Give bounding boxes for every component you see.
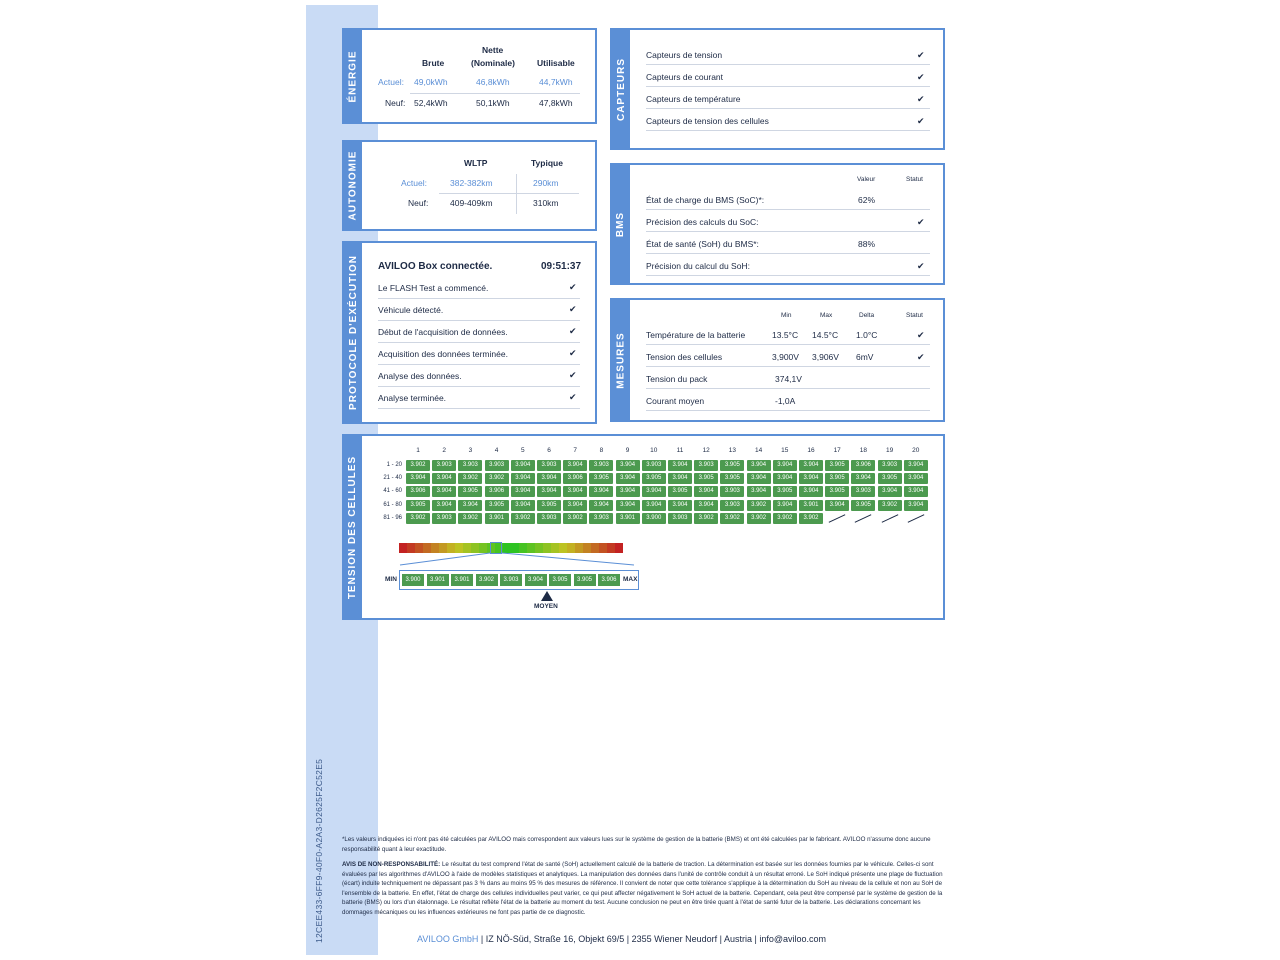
- cell-voltage: 3.904: [747, 460, 771, 471]
- check-icon: ✔: [569, 348, 577, 358]
- row-actuel: Actuel:: [378, 77, 404, 87]
- mesure-max: 3,906V: [812, 352, 839, 362]
- cell-voltage: 3.904: [589, 486, 613, 497]
- footer-contact: [417, 934, 826, 944]
- column-header: 19: [885, 447, 894, 454]
- check-icon: ✔: [917, 330, 925, 340]
- neuf-brute: 52,4kWh: [414, 98, 448, 108]
- divider: [646, 108, 930, 109]
- divider: [646, 231, 930, 232]
- cell-voltage: 3.904: [563, 500, 587, 511]
- cell-voltage: 3.905: [825, 486, 849, 497]
- cellules-tab: TENSION DES CELLULES: [344, 436, 362, 618]
- cell-voltage: 3.904: [773, 460, 797, 471]
- check-icon: ✔: [569, 282, 577, 292]
- cell-voltage: 3.904: [616, 500, 640, 511]
- scale-value: 3.901: [427, 574, 449, 586]
- protocole-step: Le FLASH Test a commencé.: [378, 283, 489, 293]
- cell-voltage: 3.905: [406, 500, 430, 511]
- mesures-tab: MESURES: [612, 300, 630, 420]
- col-brute: Brute: [422, 58, 445, 68]
- cell-voltage: 3.902: [878, 500, 902, 511]
- cell-voltage: 3.905: [825, 473, 849, 484]
- neuf-nette: 50,1kWh: [476, 98, 510, 108]
- mesure-min: -1,0A: [775, 396, 796, 406]
- cell-voltage: 3.902: [773, 513, 797, 524]
- disclaimer-text: Le résultat du test comprend l'état de santé (SoH) actuellement calculé de la batterie de traction. La détermination est basée sur les données fournies par le véhicule. Celles-ci sont évaluées par les algorithmes d'AVILOO à l'aide de modèles statistiques et analytiques. La manipulation des données dans l'unité de contrôle conduit à un résultat erroné. Le SoH indiqué présente une plage de fluctuation (écart) induite techniquement ne dépassant pas 3 % dans au moins 95 % des mesures de référence. Il convient de noter que cette tolérance s'applique à la détermination du SoH au niveau de la cellule et non au SoH de l'ensemble de la batterie. En effet, l'état de charge des cellules individuelles peut varier, ce qui peut affecter négativement le SoH actuel de la batterie. Cependant, cela peut être compensé par le système de gestion de la batterie (BMS) ou lors d'un étalonnage. Le résultat reflète l'état de la batterie au moment du test. Aucune conclusion ne peut en être tirée quant à l'état de santé futur de la batterie. Les déclarations concernant les dommages mécaniques ou les influences extérieures ne font pas partie de ce diagnostic.: [342, 861, 943, 916]
- column-header: 10: [650, 447, 658, 454]
- cell-voltage: 3.904: [799, 473, 823, 484]
- cell-voltage: 3.903: [668, 513, 692, 524]
- cell-voltage: 3.905: [694, 473, 718, 484]
- cell-voltage: 3.905: [773, 486, 797, 497]
- mesure-label: Température de la batterie: [646, 330, 746, 340]
- check-icon: ✔: [917, 50, 925, 60]
- cell-voltage: 3.903: [485, 460, 509, 471]
- check-icon: ✔: [917, 352, 925, 362]
- document-id: 12CEE433-6FF9-40F0-A2A3-D2625F2C52E5: [314, 758, 324, 943]
- row-label: 1 - 20: [386, 462, 402, 468]
- cell-voltage: 3.904: [799, 486, 823, 497]
- cell-voltage: 3.904: [904, 500, 928, 511]
- cell-voltage: 3.904: [537, 486, 561, 497]
- actuel-nette: 46,8kWh: [476, 77, 510, 87]
- cellules-card: [342, 434, 945, 620]
- cell-voltage: 3.906: [851, 460, 875, 471]
- actuel-brute: 49,0kWh: [414, 77, 448, 87]
- cell-voltage: 3.904: [511, 473, 535, 484]
- row-actuel: Actuel:: [401, 178, 427, 188]
- moyen-marker: [541, 591, 553, 601]
- column-header: 16: [807, 447, 815, 454]
- column-header: 15: [781, 447, 789, 454]
- cell-voltage: 3.902: [799, 513, 823, 524]
- cell-voltage: 3.904: [511, 500, 535, 511]
- cell-voltage: 3.904: [406, 473, 430, 484]
- column-header: 12: [702, 447, 710, 454]
- protocole-step: Début de l'acquisition de données.: [378, 327, 508, 337]
- company-name: AVILOO GmbH: [417, 934, 479, 944]
- cell-voltage: 3.905: [458, 486, 482, 497]
- scale-value: 3.906: [598, 574, 620, 586]
- capteur-item: Capteurs de courant: [646, 72, 724, 82]
- col-statut: Statut: [906, 312, 923, 319]
- cell-voltage: 3.905: [878, 473, 902, 484]
- column-header: 13: [728, 447, 736, 454]
- cell-voltage: 3.900: [642, 513, 666, 524]
- scale-value: 3.902: [476, 574, 498, 586]
- check-icon: ✔: [569, 370, 577, 380]
- max-label: MAX: [623, 576, 638, 583]
- divider: [646, 344, 930, 345]
- min-label: MIN: [385, 576, 397, 583]
- bms-label: État de charge du BMS (SoC)*:: [646, 195, 765, 205]
- empty-cell: [829, 514, 846, 523]
- cell-voltage: 3.904: [878, 486, 902, 497]
- divider: [378, 298, 580, 299]
- cell-voltage: 3.903: [851, 486, 875, 497]
- scale-value: 3.901: [451, 574, 473, 586]
- cell-voltage: 3.903: [537, 513, 561, 524]
- check-icon: ✔: [917, 261, 925, 271]
- cell-voltage: 3.906: [485, 486, 509, 497]
- cell-voltage: 3.902: [720, 513, 744, 524]
- cell-voltage: 3.904: [904, 460, 928, 471]
- bms-value: 62%: [858, 195, 876, 205]
- cell-voltage: 3.903: [432, 460, 456, 471]
- mesure-max: 14.5°C: [812, 330, 839, 340]
- col-nette: Nette: [482, 45, 504, 55]
- cell-voltage: 3.904: [668, 473, 692, 484]
- row-label: 41 - 60: [383, 488, 402, 495]
- divider: [646, 253, 930, 254]
- divider: [378, 408, 580, 409]
- check-icon: ✔: [569, 326, 577, 336]
- mesure-min: 3,900V: [772, 352, 799, 362]
- column-header: 4: [494, 447, 499, 454]
- col-wltp: WLTP: [464, 158, 488, 168]
- cell-voltage: 3.903: [589, 460, 613, 471]
- actuel-typique: 290km: [533, 178, 559, 188]
- cell-voltage: 3.904: [773, 500, 797, 511]
- capteur-item: Capteurs de température: [646, 94, 741, 104]
- energie-card: [342, 28, 597, 124]
- empty-cell: [855, 514, 872, 523]
- cell-voltage: 3.904: [563, 486, 587, 497]
- column-header: 11: [676, 447, 684, 454]
- neuf-utilisable: 47,8kWh: [539, 98, 573, 108]
- mesure-delta: 6mV: [856, 352, 874, 362]
- cell-voltage: 3.901: [799, 500, 823, 511]
- protocole-title: AVILOO Box connectée.: [378, 261, 493, 272]
- col-nominale: (Nominale): [471, 58, 515, 68]
- cell-voltage: 3.904: [851, 473, 875, 484]
- cell-voltage: 3.902: [694, 513, 718, 524]
- protocole-time: 09:51:37: [541, 261, 582, 272]
- divider: [378, 364, 580, 365]
- column-header: 9: [625, 447, 630, 454]
- cell-voltage: 3.904: [432, 486, 456, 497]
- mesure-label: Tension du pack: [646, 374, 708, 384]
- column-header: 17: [833, 447, 841, 454]
- cell-voltage: 3.904: [458, 500, 482, 511]
- cell-voltage: 3.903: [458, 460, 482, 471]
- scale-value: 3.903: [500, 574, 522, 586]
- col-utilisable: Utilisable: [537, 58, 575, 68]
- cell-voltage: 3.903: [720, 486, 744, 497]
- cell-voltage: 3.904: [642, 486, 666, 497]
- cell-voltage: 3.904: [694, 500, 718, 511]
- divider: [646, 86, 930, 87]
- cell-voltage: 3.902: [406, 460, 430, 471]
- bms-value: 88%: [858, 239, 876, 249]
- check-icon: ✔: [917, 217, 925, 227]
- cell-voltage: 3.902: [511, 513, 535, 524]
- bms-card: [610, 163, 945, 285]
- protocole-step: Acquisition des données terminée.: [378, 349, 508, 359]
- cell-voltage: 3.904: [747, 486, 771, 497]
- scale-value: 3.905: [574, 574, 596, 586]
- protocole-step: Analyse des données.: [378, 371, 462, 381]
- column-header: 6: [547, 447, 551, 454]
- cell-voltage: 3.905: [720, 473, 744, 484]
- neuf-typique: 310km: [533, 198, 559, 208]
- bms-label: État de santé (SoH) du BMS*:: [646, 239, 759, 249]
- protocole-step: Analyse terminée.: [378, 393, 447, 403]
- protocole-card: [342, 241, 597, 424]
- column-header: 18: [859, 447, 867, 454]
- column-header: 7: [573, 447, 577, 454]
- cell-voltage: 3.902: [406, 513, 430, 524]
- cell-voltage: 3.902: [458, 473, 482, 484]
- moyen-label: MOYEN: [534, 603, 558, 610]
- column-header: 20: [912, 447, 920, 454]
- cell-voltage: 3.903: [878, 460, 902, 471]
- cell-voltage: 3.905: [537, 500, 561, 511]
- row-label: 81 - 96: [383, 514, 402, 521]
- col-max: Max: [820, 312, 833, 319]
- bms-label: Précision du calcul du SoH:: [646, 261, 750, 271]
- divider: [378, 386, 580, 387]
- bms-label: Précision des calculs du SoC:: [646, 217, 759, 227]
- scale-value: 3.900: [402, 574, 424, 586]
- cell-voltage: 3.904: [563, 460, 587, 471]
- check-icon: ✔: [569, 304, 577, 314]
- protocole-tab: PROTOCOLE D'EXÉCUTION: [344, 243, 362, 422]
- cell-voltage: 3.904: [616, 460, 640, 471]
- cell-voltage: 3.904: [616, 486, 640, 497]
- cell-voltage: 3.904: [668, 500, 692, 511]
- cell-voltage: 3.904: [589, 500, 613, 511]
- cell-voltage: 3.903: [694, 460, 718, 471]
- cell-voltage: 3.904: [432, 473, 456, 484]
- scale-value: 3.905: [549, 574, 571, 586]
- cell-voltage: 3.903: [589, 513, 613, 524]
- cell-voltage: 3.905: [851, 500, 875, 511]
- report-page: [306, 5, 956, 955]
- cell-voltage: 3.904: [616, 473, 640, 484]
- col-statut: Statut: [906, 176, 923, 183]
- divider: [378, 342, 580, 343]
- cell-voltage: 3.903: [642, 460, 666, 471]
- footer-note: *Les valeurs indiquées ici n'ont pas été calculées par AVILOO mais correspondent aux valeurs lues sur le système de gestion de la batterie (BMS) et ont été calculées par le fabricant. AVILOO n'assume donc aucune responsabilité quant à leur exactitude.: [342, 836, 931, 853]
- cell-voltage: 3.903: [720, 500, 744, 511]
- cell-voltage: 3.904: [694, 486, 718, 497]
- autonomie-card: [342, 140, 597, 231]
- capteur-item: Capteurs de tension: [646, 50, 723, 60]
- cell-voltage: 3.904: [747, 473, 771, 484]
- divider: [646, 209, 930, 210]
- column-header: 14: [754, 447, 763, 454]
- cell-voltage: 3.902: [485, 473, 509, 484]
- column-header: 3: [468, 447, 473, 454]
- footer-disclaimer: [342, 860, 946, 918]
- cell-voltage: 3.903: [537, 460, 561, 471]
- capteur-item: Capteurs de tension des cellules: [646, 116, 769, 126]
- divider: [646, 64, 930, 65]
- cell-voltage: 3.902: [563, 513, 587, 524]
- disclaimer-title: AVIS DE NON-RESPONSABILITÉ:: [342, 861, 441, 868]
- energie-tab: ÉNERGIE: [344, 30, 362, 122]
- mesure-min: 374,1V: [775, 374, 802, 384]
- empty-cell: [881, 514, 898, 523]
- cell-voltage: 3.904: [511, 486, 535, 497]
- mesure-label: Courant moyen: [646, 396, 705, 406]
- row-label: 21 - 40: [383, 475, 402, 482]
- col-valeur: Valeur: [857, 176, 876, 183]
- row-neuf: Neuf:: [385, 98, 406, 108]
- scale-value: 3.904: [525, 574, 547, 586]
- bms-tab: BMS: [612, 165, 630, 283]
- divider: [646, 366, 930, 367]
- cell-voltage: 3.906: [406, 486, 430, 497]
- column-header: 5: [520, 447, 525, 454]
- cell-voltage: 3.902: [458, 513, 482, 524]
- cell-voltage: 3.901: [616, 513, 640, 524]
- capteurs-card: [610, 28, 945, 150]
- actuel-utilisable: 44,7kWh: [539, 77, 573, 87]
- mesure-label: Tension des cellules: [646, 352, 723, 362]
- cell-voltage: 3.904: [511, 460, 535, 471]
- row-label: 61 - 80: [383, 501, 402, 508]
- cell-voltage: 3.904: [432, 500, 456, 511]
- row-neuf: Neuf:: [408, 198, 429, 208]
- col-typique: Typique: [531, 158, 563, 168]
- divider: [646, 275, 930, 276]
- cell-voltage: 3.905: [825, 460, 849, 471]
- divider: [646, 130, 930, 131]
- col-min: Min: [781, 312, 792, 319]
- mesure-delta: 1.0°C: [856, 330, 878, 340]
- cell-voltage: 3.903: [432, 513, 456, 524]
- autonomie-tab: AUTONOMIE: [344, 142, 362, 229]
- mesures-card: [610, 298, 945, 422]
- column-header: 8: [599, 447, 604, 454]
- capteurs-tab: CAPTEURS: [612, 30, 630, 148]
- divider: [646, 410, 930, 411]
- divider: [646, 388, 930, 389]
- mesure-min: 13.5°C: [772, 330, 799, 340]
- column-header: 2: [442, 447, 446, 454]
- protocole-step: Véhicule détecté.: [378, 305, 444, 315]
- col-delta: Delta: [859, 312, 875, 319]
- cell-voltage: 3.904: [904, 473, 928, 484]
- cell-voltage: 3.904: [642, 500, 666, 511]
- cell-voltage: 3.904: [825, 500, 849, 511]
- cell-voltage: 3.905: [485, 500, 509, 511]
- cell-voltage: 3.901: [485, 513, 509, 524]
- actuel-wltp: 382-382km: [450, 178, 493, 188]
- column-header: 1: [416, 447, 420, 454]
- cell-voltage: 3.904: [773, 473, 797, 484]
- check-icon: ✔: [569, 392, 577, 402]
- divider: [378, 320, 580, 321]
- company-address: | IZ NÖ-Süd, Straße 16, Objekt 69/5 | 2355 Wiener Neudorf | Austria | info@aviloo.com: [480, 934, 827, 944]
- cell-voltage: 3.905: [642, 473, 666, 484]
- cell-voltage: 3.902: [747, 500, 771, 511]
- cell-voltage: 3.902: [747, 513, 771, 524]
- neuf-wltp: 409-409km: [450, 198, 493, 208]
- cell-voltage: 3.904: [904, 486, 928, 497]
- cell-voltage: 3.905: [589, 473, 613, 484]
- cell-voltage: 3.906: [563, 473, 587, 484]
- cell-voltage: 3.904: [537, 473, 561, 484]
- cell-voltage: 3.905: [668, 486, 692, 497]
- check-icon: ✔: [917, 72, 925, 82]
- cell-voltage: 3.905: [720, 460, 744, 471]
- cell-voltage: 3.904: [799, 460, 823, 471]
- cell-voltage: 3.904: [668, 460, 692, 471]
- check-icon: ✔: [917, 116, 925, 126]
- check-icon: ✔: [917, 94, 925, 104]
- empty-cell: [907, 514, 924, 523]
